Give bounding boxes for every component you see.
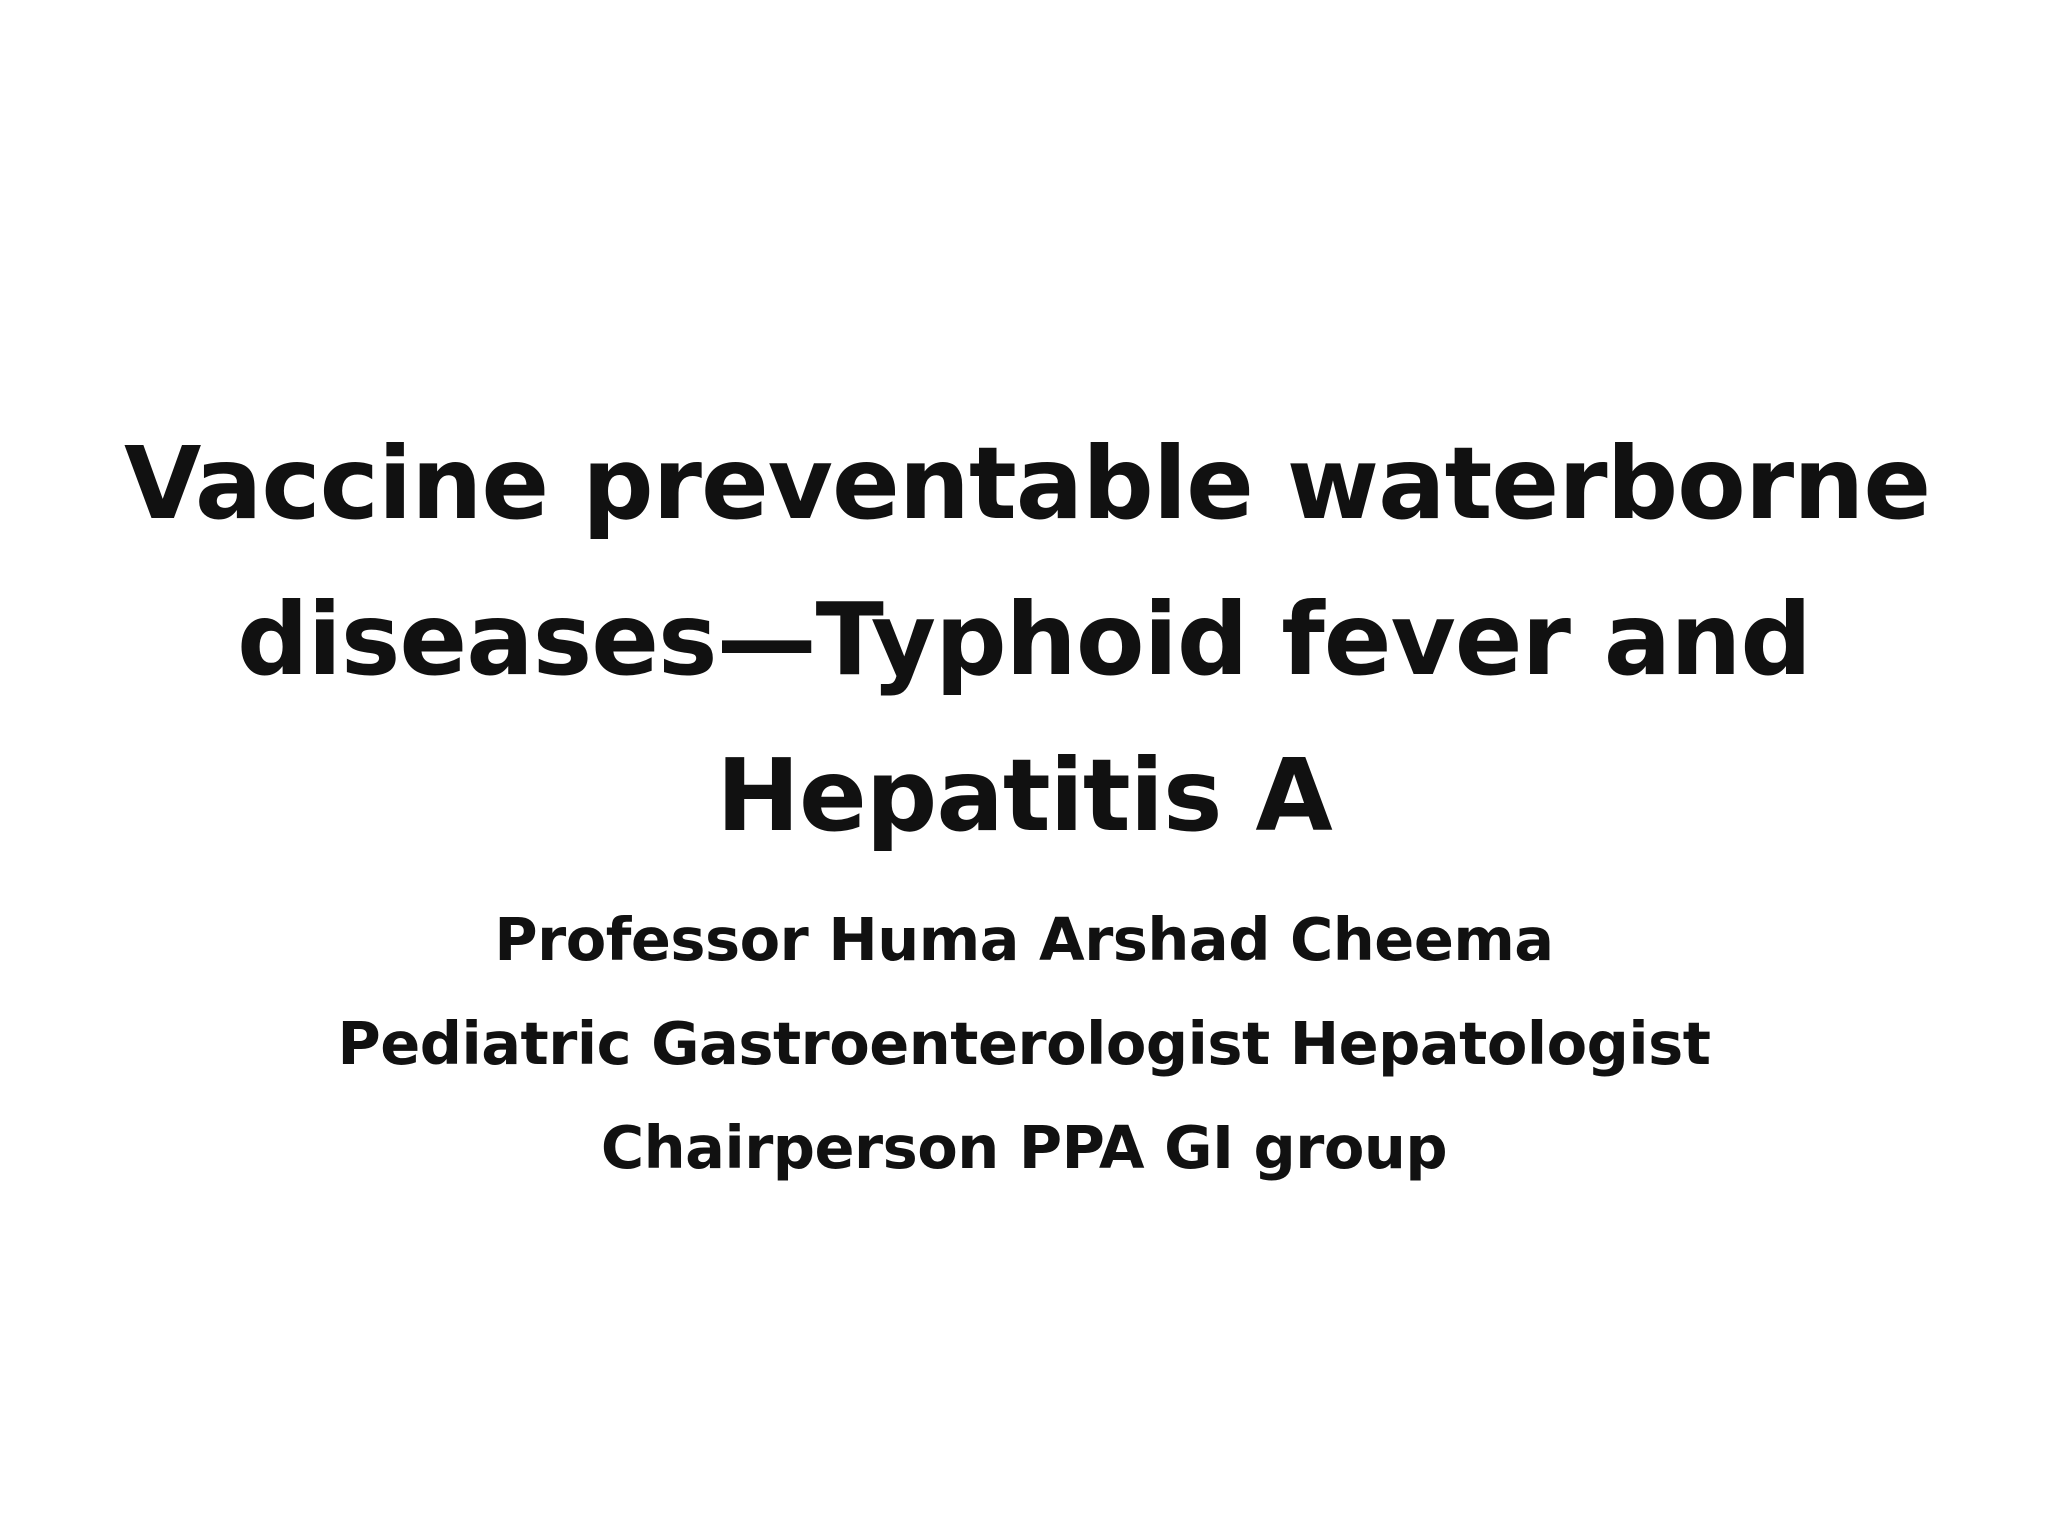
slide-title xyxy=(124,406,1931,874)
title-line: diseases—Typhoid fever and xyxy=(237,581,1811,698)
title-line: Hepatitis A xyxy=(716,737,1332,854)
presenter-role: Chairperson PPA GI group xyxy=(600,1113,1448,1182)
presenter-specialty: Pediatric Gastroenterologist Hepatologist xyxy=(337,1009,1711,1078)
slide-subtitle xyxy=(224,888,1824,1200)
presenter-name: Professor Huma Arshad Cheema xyxy=(494,905,1554,974)
title-line: Vaccine preventable waterborne xyxy=(124,425,1931,542)
